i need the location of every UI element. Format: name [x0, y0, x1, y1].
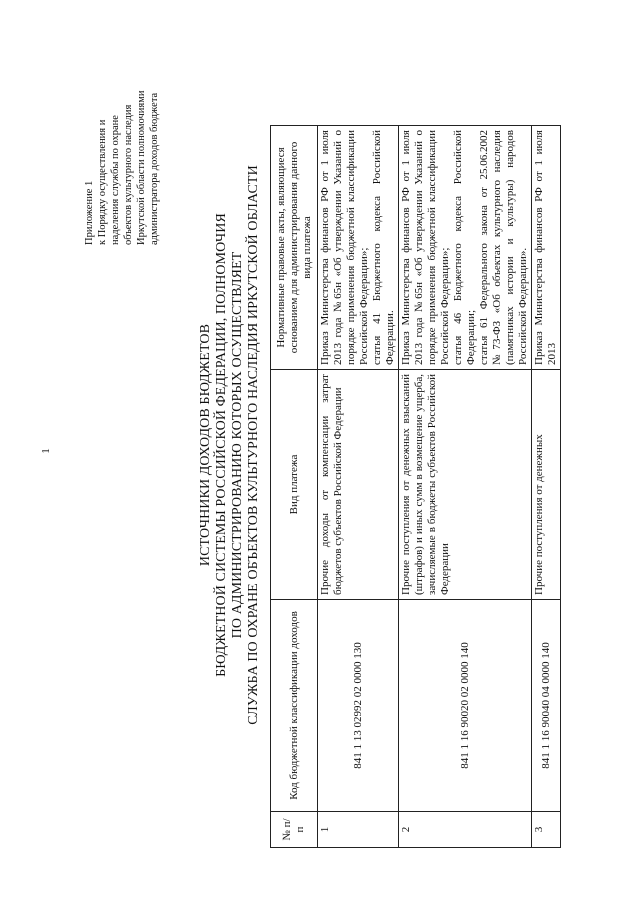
table-row: [318, 126, 399, 848]
row-kind: Прочие поступления от денежных: [532, 370, 561, 600]
table-row: [532, 126, 561, 848]
row-acts: Приказ Министерства финансов РФ от 1 июля 2013 года №65н «Об утверждении Указаний о порядке применения бюджетной классификации Российской Федерации»; статья 41 Бюджетного кодекса Российской Федерации.: [318, 126, 399, 370]
page-number: 1: [40, 448, 52, 454]
revenue-sources-table: [270, 125, 561, 848]
appendix-note: [83, 55, 161, 245]
row-code: 841 1 16 90040 04 0000 140: [532, 600, 561, 812]
header-kind: Вид платежа: [271, 370, 318, 600]
appendix-line: объектов культурного наследия: [123, 104, 134, 245]
header-acts: Нормативные правовые акты, являющиеся основанием для администрирования данного вида платежа: [271, 126, 318, 370]
row-num: 2: [399, 812, 532, 848]
row-num: 1: [318, 812, 399, 848]
row-code: 841 1 16 90020 02 0000 140: [399, 600, 532, 812]
row-kind: Прочие поступления от денежных взысканий (штрафов) и иных сумм в возмещение ущерба, зачисляемые в бюджеты субъектов Российской Федерации: [399, 370, 532, 600]
appendix-line: Иркутской области полномочиями: [136, 90, 147, 245]
appendix-line: Приложение 1: [84, 180, 95, 245]
table-row: [399, 126, 532, 848]
document-title: [198, 95, 262, 795]
appendix-line: администратора доходов бюджета: [149, 92, 160, 245]
appendix-line: к Порядку осуществления и: [97, 119, 108, 245]
row-acts: Приказ Министерства финансов РФ от 1 июля 2013: [532, 126, 561, 370]
table-header-row: [271, 126, 318, 848]
row-num: 3: [532, 812, 561, 848]
title-line: ПО АДМИНИСТРИРОВАНИЮ КОТОРЫХ ОСУЩЕСТВЛЯЕТ: [230, 251, 245, 639]
title-line: СЛУЖБА ПО ОХРАНЕ ОБЪЕКТОВ КУЛЬТУРНОГО НАСЛЕДИЯ ИРКУТСКОЙ ОБЛАСТИ: [246, 165, 261, 725]
header-code: Код бюджетной классификации доходов: [271, 600, 318, 812]
title-line: ИСТОЧНИКИ ДОХОДОВ БЮДЖЕТОВ: [198, 323, 213, 567]
appendix-line: наделения службы по охране: [110, 115, 121, 245]
row-kind: Прочие доходы от компенсации затрат бюджетов субъектов Российской Федерации: [318, 370, 399, 600]
row-code: 841 1 13 02992 02 0000 130: [318, 600, 399, 812]
header-num: № п/п: [271, 812, 318, 848]
row-acts: Приказ Министерства финансов РФ от 1 июля 2013 года №65н «Об утверждении Указаний о порядке применения бюджетной классификации Российской Федерации»; статья 46 Бюджетного кодекса Российской Федерации; статья 61 Федерального закона от 25.06.2002 №73-ФЗ «Об объектах культурного наследия (памятниках истории и культуры) народов Российской Федерации».: [399, 126, 532, 370]
title-line: БЮДЖЕТНОЙ СИСТЕМЫ РОССИЙСКОЙ ФЕДЕРАЦИИ, ПОЛНОМОЧИЯ: [214, 213, 229, 677]
